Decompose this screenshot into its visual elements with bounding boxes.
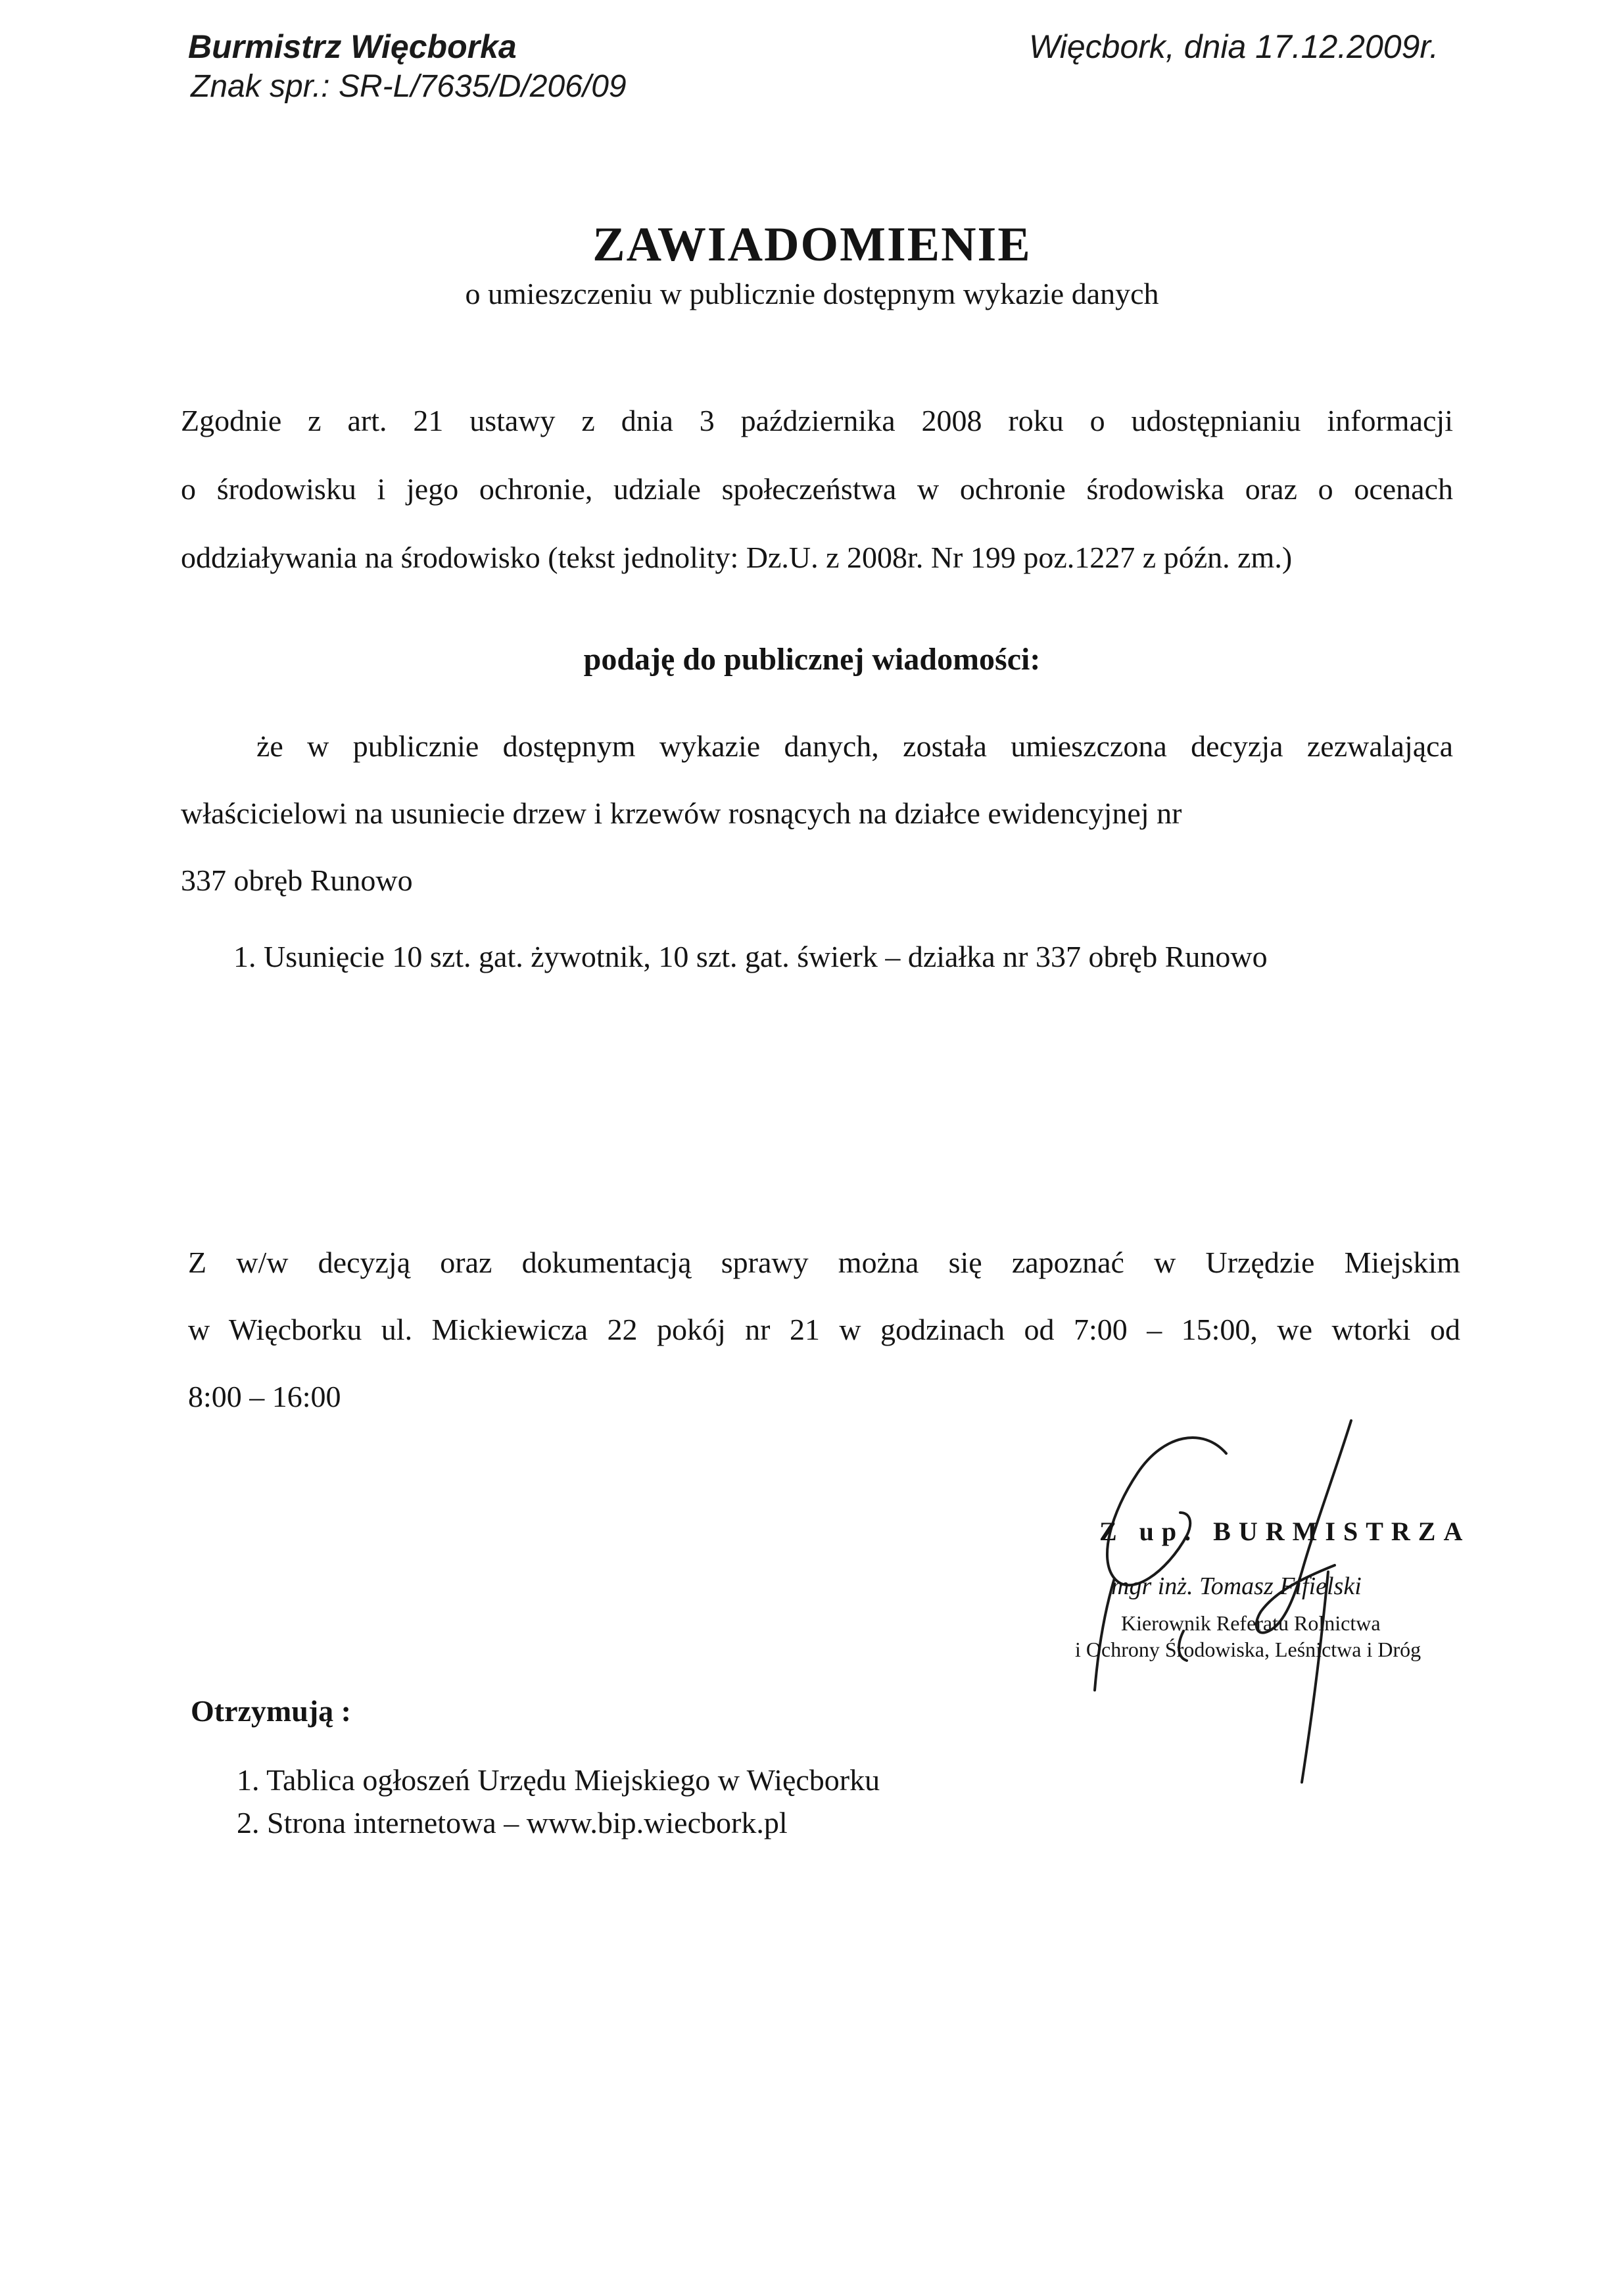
paragraph-line: w Więcborku ul. Mickiewicza 22 pokój nr 21 w godzinach od 7:00 – 15:00, we wtorki od [188, 1313, 1460, 1346]
paragraph-line: Z w/w decyzją oraz dokumentacją sprawy można się zapoznać w Urzędzie Miejskim [188, 1246, 1460, 1279]
decision-item: 1. Usunięcie 10 szt. gat. żywotnik, 10 szt. gat. świerk – działka nr 337 obręb Runowo [233, 940, 1268, 973]
paragraph-line: 337 obręb Runowo [181, 864, 413, 897]
recipient-item: 1. Tablica ogłoszeń Urzędu Miejskiego w Więcborku [237, 1763, 880, 1797]
document-subtitle: o umieszczeniu w publicznie dostępnym wykazie danych [465, 277, 1159, 310]
paragraph-line: właścicielowi na usuniecie drzew i krzewów rosnących na działce ewidencyjnej nr [181, 796, 1182, 830]
stamp-title: Z up. BURMISTRZA [1099, 1517, 1471, 1546]
recipients-heading: Otrzymują : [191, 1694, 351, 1728]
document-date: Więcbork, dnia 17.12.2009r. [1029, 28, 1439, 65]
document-title: ZAWIADOMIENIE [592, 218, 1032, 272]
paragraph-line: Zgodnie z art. 21 ustawy z dnia 3 października 2008 roku o udostępnianiu informacji [181, 404, 1453, 437]
issuer-name: Burmistrz Więcborka [188, 28, 517, 65]
signatory-role: i Ochrony Środowiska, Leśnictwa i Dróg [1075, 1638, 1421, 1661]
paragraph-line: oddziaływania na środowisko (tekst jednolity: Dz.U. z 2008r. Nr 199 poz.1227 z późn. zm.) [181, 541, 1293, 574]
reference-number: Znak spr.: SR-L/7635/D/206/09 [191, 69, 627, 104]
announcement-heading: podaję do publicznej wiadomości: [583, 642, 1041, 677]
signatory-name: mgr inż. Tomasz Fifielski [1111, 1572, 1362, 1600]
signatory-role: Kierownik Referatu Rolnictwa [1121, 1611, 1381, 1635]
paragraph-line: o środowisku i jego ochronie, udziale społeczeństwa w ochronie środowiska oraz o ocenach [181, 472, 1453, 506]
paragraph-line: 8:00 – 16:00 [188, 1380, 341, 1413]
paragraph-line: że w publicznie dostępnym wykazie danych, została umieszczona decyzja zezwalająca [256, 729, 1453, 763]
recipient-item: 2. Strona internetowa – www.bip.wiecbork.pl [237, 1806, 788, 1839]
